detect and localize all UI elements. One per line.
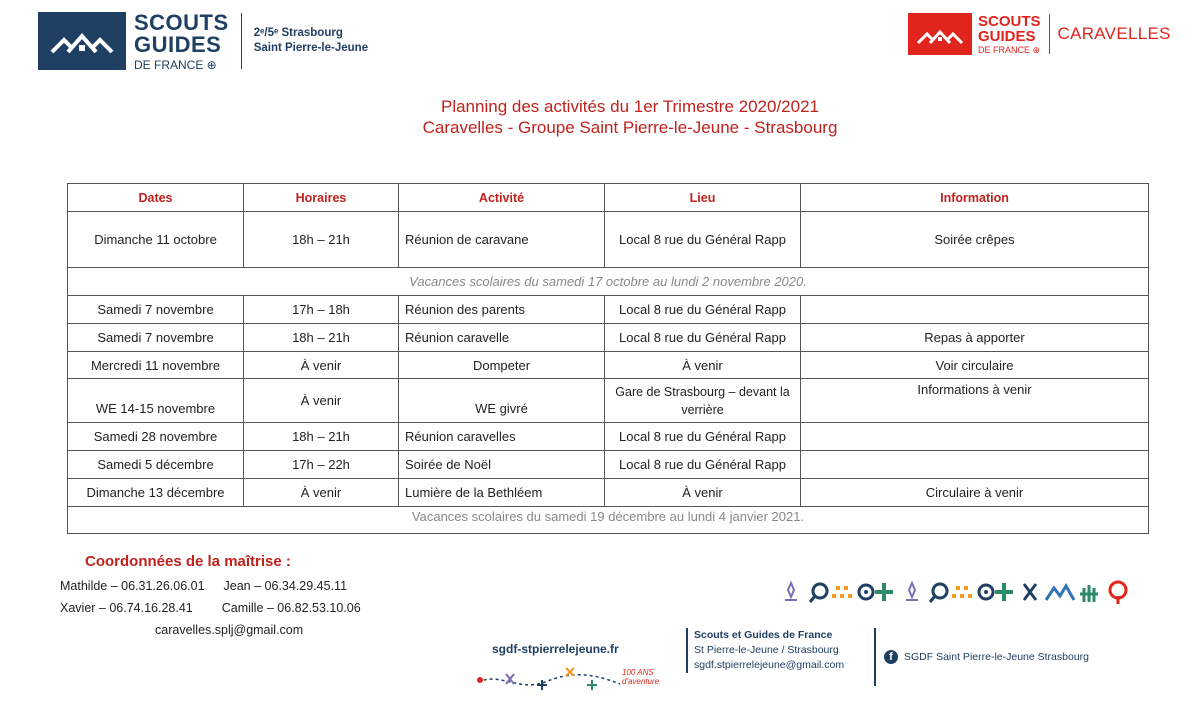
facebook-icon: f <box>884 650 898 664</box>
tree-icon <box>1110 582 1126 604</box>
mountains-icon <box>1046 586 1074 600</box>
table-row: Samedi 7 novembre 18h – 21h Réunion caravelle Local 8 rue du Général Rapp Repas à apporter <box>68 324 1149 352</box>
knot-icon <box>1024 584 1036 600</box>
sgdf-logo-left <box>38 9 369 72</box>
magnifier-icon <box>810 584 827 602</box>
vacances-note-row: Vacances scolaires du samedi 17 octobre au lundi 2 novembre 2020. <box>68 268 1149 296</box>
col-header-information: Information <box>801 184 1149 212</box>
logo-divider <box>241 13 242 69</box>
contacts-title: Coordonnées de la maîtrise : <box>85 553 291 570</box>
sgdf-emblem-red-icon <box>908 13 972 55</box>
scout-cross-icon <box>875 583 893 601</box>
fleur-icon <box>785 583 797 600</box>
sgdf-wordmark-red: SCOUTS GUIDES DE FRANCE ⊕ <box>978 12 1041 55</box>
scout-cross-icon-2 <box>995 583 1013 601</box>
scout-icons-row <box>780 580 1148 611</box>
page-title: Planning des activités du 1er Trimestre 2020/2021 Caravelles - Groupe Saint Pierre-le-Jeune - Strasbourg <box>422 97 838 137</box>
flames-icon <box>832 586 852 598</box>
planning-table <box>67 183 1149 534</box>
contact-jean: Jean – 06.34.29.45.11 <box>223 579 348 593</box>
contact-email[interactable]: caravelles.splj@gmail.com <box>155 623 304 637</box>
branch-name: CARAVELLES <box>1057 24 1171 43</box>
table-header-row <box>68 184 1149 212</box>
table-row: Mercredi 11 novembre À venir Dompeter À venir Voir circulaire <box>68 352 1149 379</box>
contact-camille: Camille – 06.82.53.10.06 <box>221 601 361 615</box>
compass-icon <box>859 585 873 599</box>
table-row: Samedi 7 novembre 17h – 18h Réunion des parents Local 8 rue du Général Rapp <box>68 296 1149 324</box>
logo-divider-red <box>1049 14 1050 54</box>
col-header-lieu: Lieu <box>605 184 801 212</box>
website-link[interactable]: sgdf-stpierrelejeune.fr <box>492 642 619 656</box>
contact-mathilde: Mathilde – 06.31.26.06.01 <box>60 579 205 593</box>
group-name: 2ᵉ/5ᵉ Strasbourg Saint Pierre-le-Jeune <box>253 27 369 54</box>
vacances-note-row: Vacances scolaires du samedi 19 décembre au lundi 4 janvier 2021. <box>68 507 1149 534</box>
centenary-badge: 100 ANS d'aventure <box>622 668 660 686</box>
facebook-link[interactable]: f SGDF Saint Pierre-le-Jeune Strasbourg <box>874 628 1089 686</box>
contact-xavier: Xavier – 06.74.16.28.41 <box>60 601 193 615</box>
table-row: Samedi 5 décembre 17h – 22h Soirée de Noël Local 8 rue du Général Rapp <box>68 451 1149 479</box>
org-email-link[interactable]: sgdf.stpierrelejeune@gmail.com <box>694 659 845 671</box>
col-header-activite: Activité <box>399 184 605 212</box>
magnifier-icon-2 <box>930 584 947 602</box>
contacts-block <box>60 575 361 641</box>
table-row: Dimanche 11 octobre 18h – 21h Réunion de caravane Local 8 rue du Général Rapp Soirée crêpes <box>68 212 1149 268</box>
table-row: WE 14-15 novembre À venir WE givré Gare de Strasbourg – devant la verrière Informations à venir <box>68 379 1149 423</box>
col-header-dates: Dates <box>68 184 244 212</box>
col-header-horaires: Horaires <box>244 184 399 212</box>
table-row: Dimanche 13 décembre À venir Lumière de la Bethléem À venir Circulaire à venir <box>68 479 1149 507</box>
fleur-icon-2 <box>906 583 918 600</box>
sgdf-emblem-icon <box>38 12 126 70</box>
caravelles-logo <box>908 12 1171 56</box>
table-row: Samedi 28 novembre 18h – 21h Réunion caravelles Local 8 rue du Général Rapp <box>68 423 1149 451</box>
org-info: Scouts et Guides de France St Pierre-le-Jeune / Strasbourg sgdf.stpierrelejeune@gmail.com <box>686 628 844 673</box>
compass-icon-2 <box>979 585 993 599</box>
hand-icon <box>1080 585 1098 602</box>
sgdf-wordmark: SCOUTS GUIDES DE FRANCE ⊕ <box>134 9 229 72</box>
flames-icon-2 <box>952 586 972 598</box>
